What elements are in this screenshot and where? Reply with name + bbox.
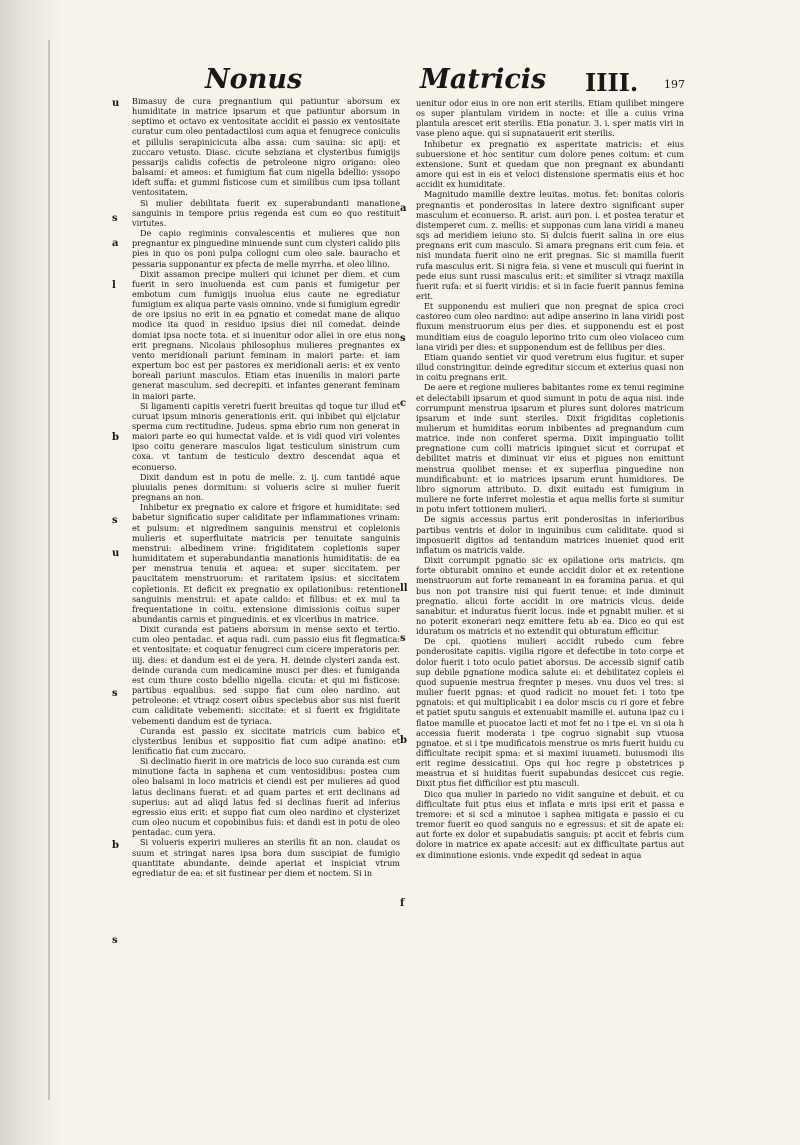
- text-paragraph: Et supponendu est mulieri que non pregnat de spica croci castoreo cum oleo nardino: aut adipe anserino in lana viridi post fluxum menstruorum eius per dies. et supponendu est ei post munditiam eius de coagulo leporino trito cum oleo violaceo cum lana viridi per dies: et supponendum est de fellibus per dies.: [416, 301, 684, 352]
- margin-mark: s: [112, 213, 118, 224]
- margin-mark: b: [112, 432, 119, 443]
- running-title-left: Nonus: [205, 64, 303, 95]
- text-paragraph: Inhibetur ex pregnatio ex asperitate matricis: et eius subuersione et hoc sentitur cum dolore penes coitum: et cum extensione. Sunt et quedam que non pregnant ex abundanti amore qui est in eis et veloci distensione spermatis eius et hoc accidit ex humiditate.: [416, 138, 684, 190]
- text-paragraph: Si ligamenti capitis veretri fuerit breuitas qd toque tur illud et curuat ipsum minoris generationis erit. qui inbibet qui eijciatur sperma cum rectitudine. Judeus. spma ebrio rum non generat in maiori parte eo qui humectat valde. et is vidi quod viri volentes ipso coitu generare masculos ligat testiculum sinistrum cum coxa. vt tantum de testiculo dextro descendat aqua et econuerso.: [132, 400, 400, 472]
- text-paragraph: De cpi. quotiens mulieri accidit rubedo cum febre ponderositate capitis. vigilia rigore et defectibe in toto corpe et dolor fuerit i toto oculo patiet aborsus. De accessib signif catib sup debile pgnatione modica salute ei: et debilitatez copleis ei quod supuenie mestrua freqnter p meses. vnu duos vel tres: si mulier fuerit pgnas: et quod radicit no mouet fet: i toto tpe pgnatois: et qui multiplicabit i ea dolor mscis cu ri gore et febre et patiet sputu sanguis et extenuabit mamille ei. autuna ipaz cu i flatoe mamille et puocatoe lacti et mot fet no i tpe ei. vn si oia h accessia fuerit moderata i tpe cogruo signabit sup vtuosa pgnatoe. et si i tpe mudificatois menstrue os mris fuerit huidu cu difficultate recipit spma: et si maximi iuuameti. buiusmodi ilis erit regime dessicatiui. Ops qui hoc regre p obstetrices p meastrua et si huiditas fuerit supabundas desiccet cus regie. Dixit ptus fiet difficilior est ptu masculi.: [416, 636, 684, 789]
- text-paragraph: Dixit curanda est patiens aborsum in mense sexto et tertio. cum oleo pentadac. et aqua radi. cum passio eius fit flegmatica: et ventositate: et coquatur fenugreci cum cicere imperatoris per. iiij. dies: et dandum est ei de yera. H. deinde clysteri zanda est. deinde curanda cum medicamine musci per dies: et fumiganda est cum thure costo bdellio nigella. cicuta: et qui mi fisticose: partibus equalibus. sed suppo fiat cum oleo nardino. aut petroleone: et vtraqz cosert oibus speciebus abor sus nisi fuerit cum caliditate vebementi: siccitate: et si fuerit ex frigiditate vebementi dandum est de tyriaca.: [132, 624, 400, 726]
- text-paragraph: De signis accessus partus erit ponderositas in inferioribus partibus ventris et dolor in inguinibus cum caliditate. quod si imposuerit digitos ad tentandum matrices inueniet quod erit inflatum os matricis valde.: [416, 514, 684, 555]
- text-paragraph: Dixit dandum est in potu de melle. z. ij. cum tantidé aque pluuialis penes dormitum: si volueris scire si mulier fuerit pregnans an non.: [132, 471, 400, 503]
- text-paragraph: Si volueris experiri mulieres an sterilis fit an non. claudat os suum et stringat nares ipsa bora dum suscipiat de fumigio quantitate abundante. deinde aperiat et inspiciat vtrum egrediatur de ea: et sit fustinear per diem et noctem. Si in: [132, 837, 400, 878]
- right-text-column: [416, 98, 684, 978]
- running-title-right: Matricis: [420, 64, 547, 95]
- text-paragraph: Inhibetur ex pregnatio ex calore et frigore et humiditate: sed babetur significatio super caliditate per inflammationes vrinam: et pulsum: et nigredinem sanguinis menstrui et copleionis mulieris et superfluitate matricis per tenuitate sanguinis menstrui: albedinem vrine: frigiditatem copletionis super humiditatem et superabundantia manationis humiditatis: de ea per menstrua tenuia et aquea: et super siccitatem. per paucitatem menstruorum: et raritatem ipsius: et siccitatem copletionis. Et deficit ex pregnatio ex opilationibus: retentione sanguinis menstrui: et apate calido: et filibus: et ex mul ta frequentatione in coitu. extensione dimissionis coitus super abundantis carnis et pinguedinis. et ex vlceribus in matrice.: [132, 502, 400, 624]
- text-paragraph: Dixit corrumpit pgnatio sic ex opilatione oris matricis. qm forte obturabit omnino et eunde accidit dolor et ex retentione menstruorum aut forte remaneant in ea foramina parua. et qui bus non pot transire nisi qui fuerit tenue: et inde diminuit pregnatio. alicui forte accidit in ore matricis vlcus. deide sanabitur. et induratus fuerit locus. inde et pgnabit mulier. et si no poterit exonerari neqz emittere fetu ab ea. Dico eo qui est iduratum os matricis et no extendit qui obturatum efficitur.: [416, 555, 684, 637]
- margin-mark: c: [400, 398, 407, 409]
- folio-number: 197: [664, 78, 685, 91]
- margin-mark: b: [112, 840, 119, 851]
- margin-mark: a: [112, 238, 119, 249]
- text-paragraph: Magnitudo mamille dextre leuitas. motus. fet: bonitas coloris pregnantis et ponderositas in latere dextro significant super masculum et econuerso. R. arist. auri pon. i. et postea teratur et distemperet cum. z. mellis: et supponas cum lana viridi a maneu sqs ad meridiem ieiuno sto. Si dulcis fuerit salina in ore eius pregnans erit cum masculo. Si amara pregnans erit cum feia. et nisi mundata fuerit oino ne erit pregnas. Sic si mamilla fuerit rufa masculus erit. Si nigra feia. si vene et musculi qui fuerint in pede eius sunt russi masculus erit: et similiter si vtraqz maxilla fuerit rufa: et si fuerit viridis: et si in facie fuerit pannus femina erit.: [416, 189, 684, 301]
- margin-mark: s: [112, 515, 118, 526]
- text-paragraph: De capio regiminis convalescentis et mulieres que non pregnantur ex pinguedine minuende sunt cum clysteri calido piis pies in quo os poni pulpa collogni cum oleo sale. bauracho et pessaria supponantur ex pfecta de melle myrrha. et oleo lilino.: [132, 228, 400, 269]
- margin-mark: a: [400, 203, 407, 214]
- margin-mark: s: [400, 333, 406, 344]
- margin-mark: u: [112, 548, 120, 559]
- margin-mark: s: [400, 633, 406, 644]
- gutter-line: [48, 40, 50, 1100]
- section-number: IIII.: [585, 68, 639, 97]
- margin-mark: u: [112, 98, 120, 109]
- margin-mark: l: [112, 280, 116, 291]
- margin-mark: s: [112, 935, 118, 946]
- text-paragraph: uenitur odor eius in ore non erit sterilis. Etiam quilibet mingere os super plantulam viridem in nocte: et ille a cuius vrina plantula arescet erit sterilis. Etia ponatur. 3. i. sper matis viri in vase pleno aque. qui si supnatauerit erit sterilis.: [416, 98, 684, 139]
- text-paragraph: Dixit assamon precipe mulieri qui iciunet per diem. et cum fuerit in sero inuoluenda est cum panis et fumigetur per embotum cum fumigijs inuolua eius caute ne egrediatur fumigium ex aliqua parte vasis omnino. vnde si fumigium egredir de ore ipsius no erit in ea pgnatio et comedat mane de aliquo modice ita quod in residuo ipsius diei nil comedat. deinde domiat ipsa nocte tota. et si inuenitur odor allei in ore eius non erit pregnans. Nicolaus philosophus mulieres pregnantes ex vento meridionali pariunt feminam in maiori parte: et iam expertum boc est per pastores ex meridionali aeris: et ex vento boreali pariunt masculos. Etiam etas inuenilis in maiori parte generat masculum. sed decrepiti. et infantes generant feminam in maiori parte.: [132, 268, 400, 401]
- text-paragraph: Bimasuy de cura pregnantium qui patiuntur aborsum ex humiditate in matrice ipsarum et que patiuntur aborsum in septimo et octavo ex ventositate accidit ei passio ex ventositate curatur cum oleo pentadactilosi cum aqua et fenugrece coniculis et pillulis serapinicicuta alba assa: cum sauina: sic apij: et zuccaro vetusto. Diasc. cicute sebziana et clysteribus fumigijs pessarijs calidis cofectis de petroleone nigro origano: oleo balsami: et ameos: et fumigium fiat cum nigella bdellio: yssopo ideft suffa: et gummi fisticose cum et similibus cum ipsa tollant ventositatem.: [132, 96, 400, 198]
- text-paragraph: Dico qua mulier in pariedo no vidit sanguine et debuit. et cu difficultate fuit ptus eius et inflata e mris ipsi erit et passa e tremore: et si scd a minutoe i saphea mitigata e passio ei cu tremor fuerit eo quod sanguis no e egressus: et sit de apate ei: aut forte ex dolor et supabudatis sanguis: pt accit et febris cum dolore in matrice ex apate accesit: aut ex difficultate partus aut ex diminutione esionis. vnde expedit qd sedeat in aqua: [416, 788, 684, 860]
- margin-mark: b: [400, 735, 407, 746]
- text-paragraph: Si mulier debilitata fuerit ex superabundanti manatione sanguinis in tempore prius regenda est cum eo quo restituit virtutes.: [132, 197, 400, 228]
- text-paragraph: Curanda est passio ex siccitate matricis cum babico et clysteribus lenibus et suppositio fiat cum adipe anatino: et lenificatio fiat cum zuccaro.: [132, 725, 400, 756]
- text-paragraph: Si declinatio fuerit in ore matricis de loco suo curanda est cum minutione facta in saphena et cum ventosidibus: postea cum oleo balsami in loco matricis et ciendi est per mulieres ad quod latus declinans fuerat: et ad quam partes et erit declinans ad superius: aut ad aliqd latus fed si declinas fuerit ad inferius egressio eius erit: et suppo fiat cum oleo nardino et clysterizet cum oleo nucum et copobinibus fuis: et dandi est in potu de oleo pentadac. cum yera.: [132, 756, 400, 838]
- text-paragraph: De aere et regione mulieres babitantes rome ex tenui regimine et delectabili ipsarum et quod sumunt in potu de aqua nisi. inde corrumpunt menstrua ipsarum et plures sunt dolores matricum ipsarum et inde sunt steriles. Dixit frigiditas copletionis mulierum et humiditas eorum inbibentes ad pregnandum cum matrice. inde non conferet sperma. Dixit impinguatio tollit pregnatione cum colli matricis ipinguet sicut et corrupat et debilitet matris et diminuat vir eius et pigues non emittunt menstrua quolibet mense: et ex superflua pinguedine non mundificabunt: et io matrices ipsarum erunt humidiores. De libro signorum attributo. D. dixit euitadu est fumigium in muliere ne forte inferret molestia et aqua mellis forte si sumitur in potu infert tottionem mulieri.: [416, 382, 684, 515]
- margin-mark: f: [400, 898, 405, 909]
- left-text-column: [132, 96, 400, 956]
- page-gutter: [0, 0, 62, 1145]
- margin-mark: s: [112, 688, 118, 699]
- text-paragraph: Etiam quando sentiet vir quod veretrum eius fugitur. et super illud constringitur. deinde egreditur siccum et exterius quasi non in coitu pregnans erit.: [416, 351, 684, 383]
- margin-mark: ll: [400, 583, 408, 594]
